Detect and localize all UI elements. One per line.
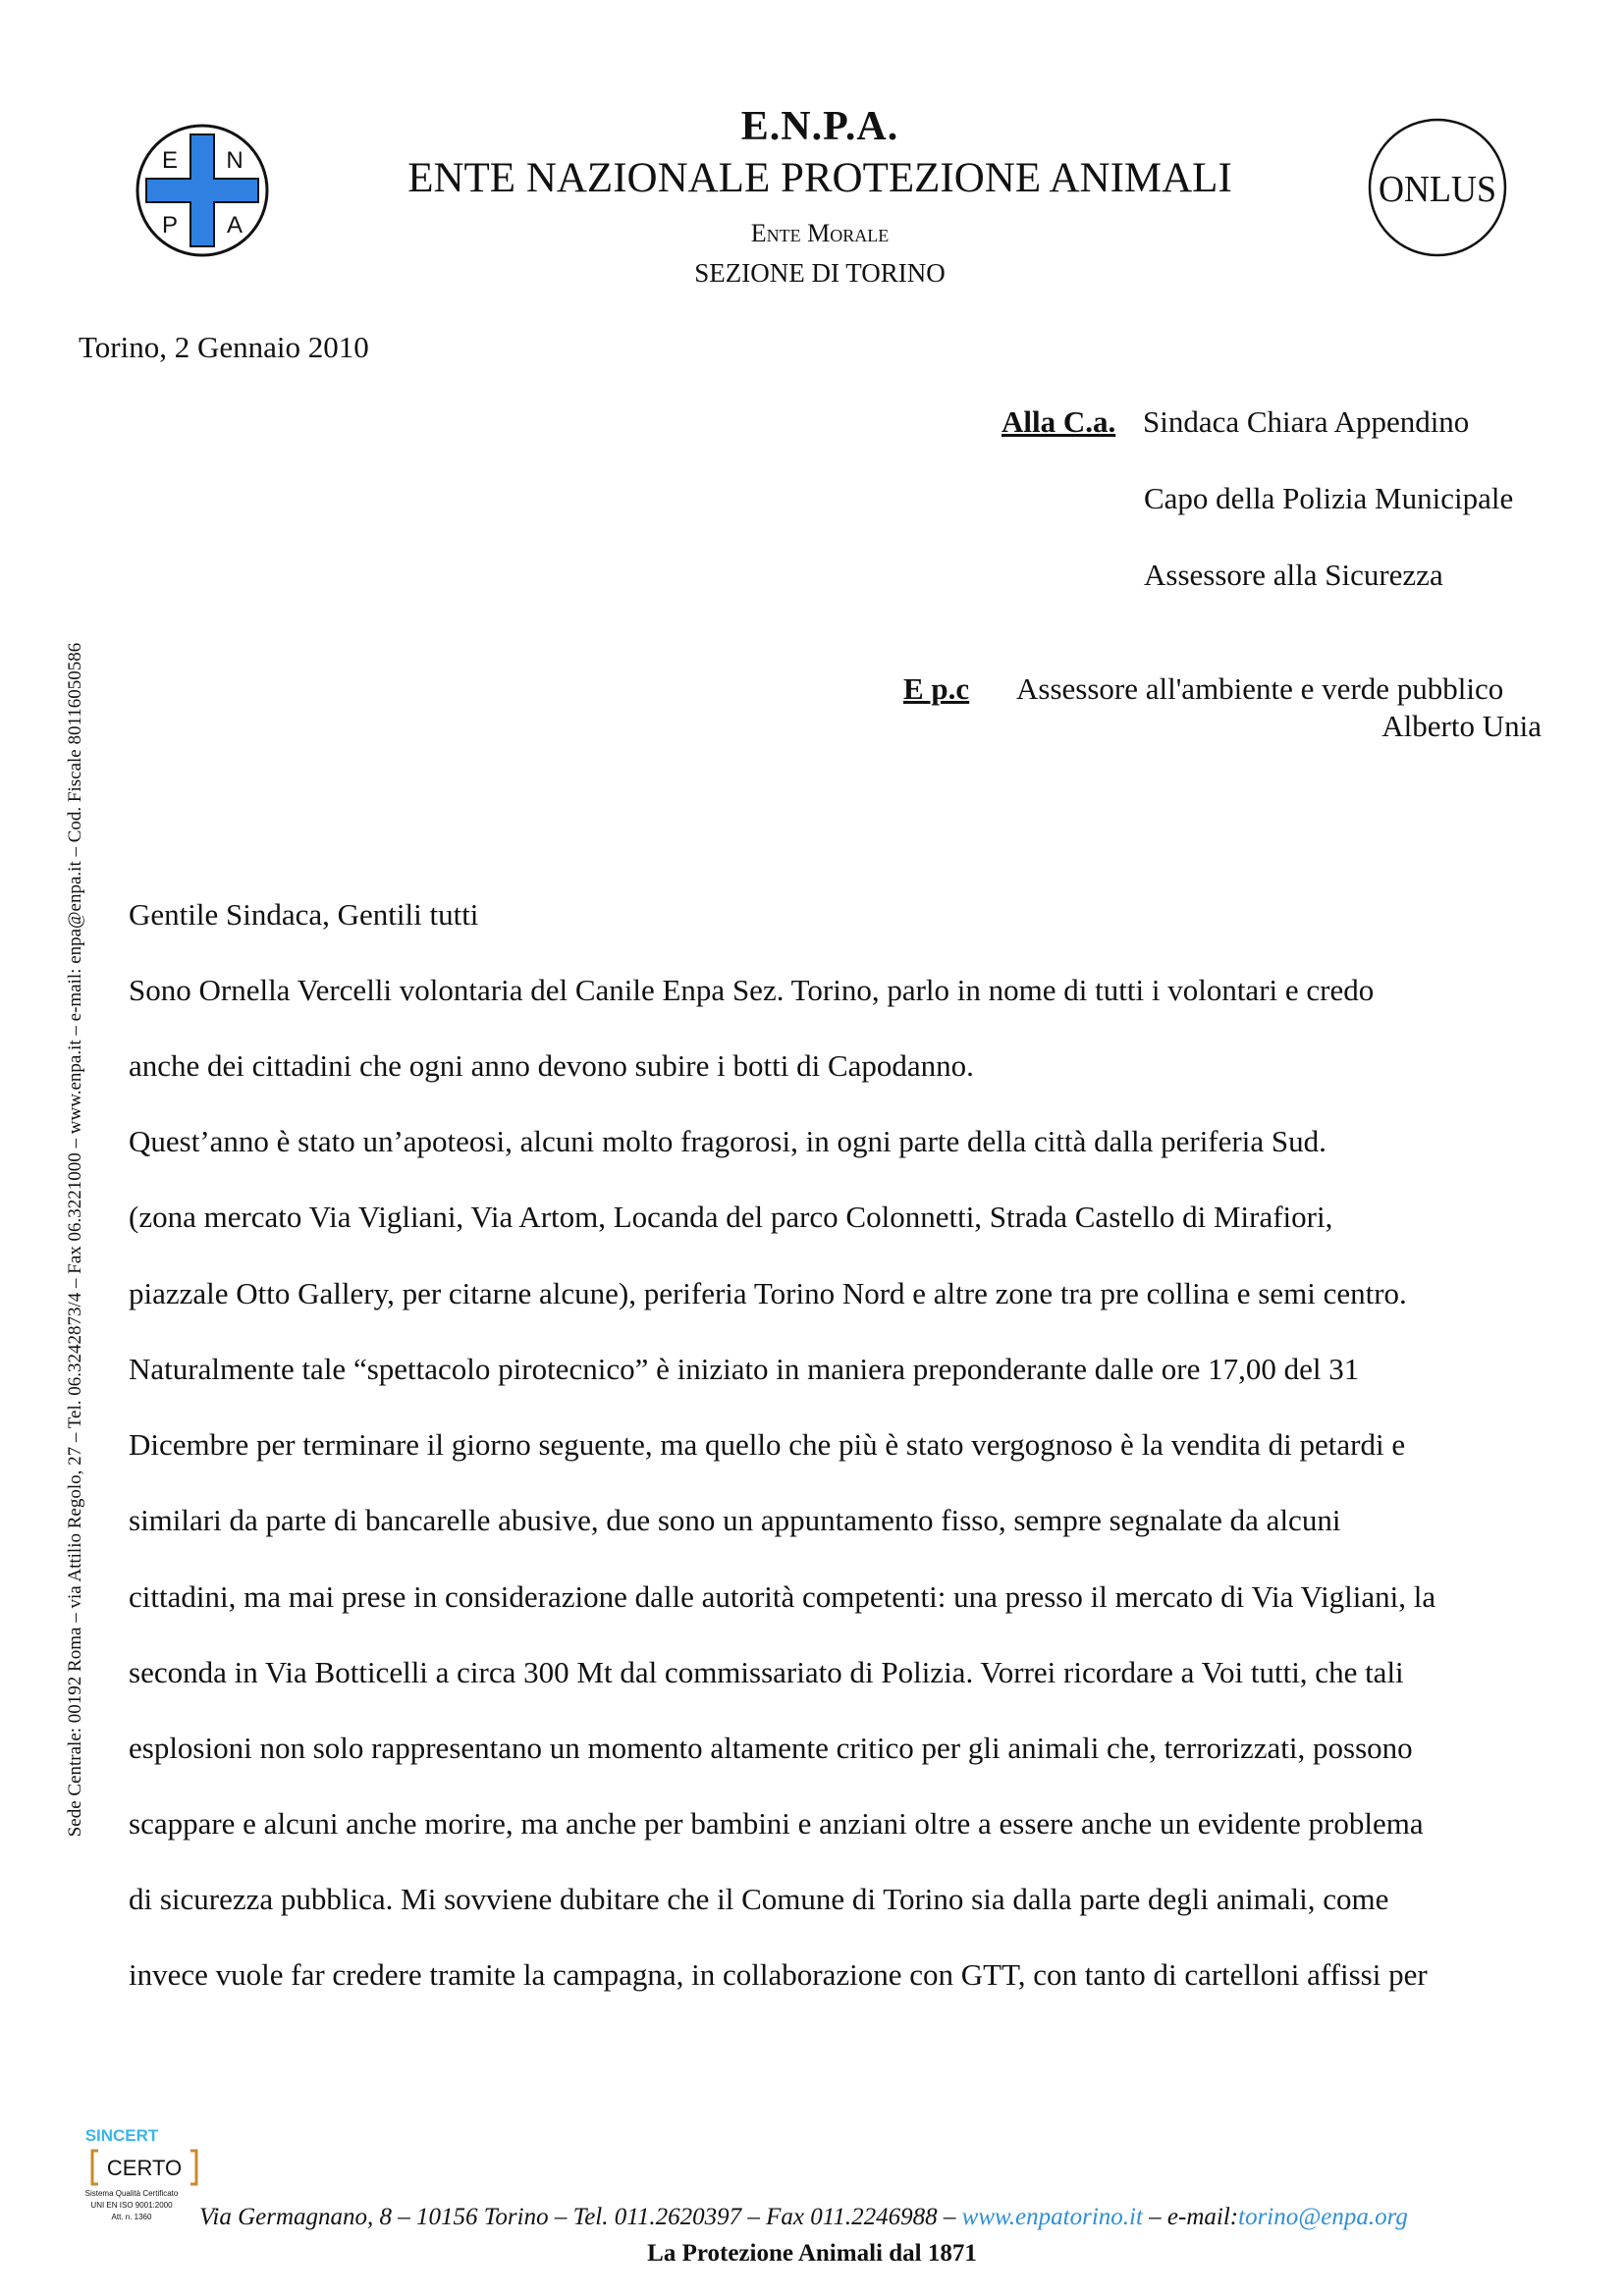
letter-body-line: Naturalmente tale “spettacolo pirotecnico” è iniziato in maniera preponderante dalle ore 17,00 del 31: [129, 1352, 1360, 1386]
letter-body-line: scappare e alcuni anche morire, ma anche per bambini e anziani oltre a essere anche un evidente problema: [129, 1806, 1424, 1841]
recipient-line: Capo della Polizia Municipale: [1144, 481, 1514, 515]
recipient-line: Assessore alla Sicurezza: [1144, 558, 1443, 592]
footer-website-link[interactable]: www.enpatorino.it: [961, 2204, 1143, 2230]
headquarters-info-vertical: Sede Centrale: 00192 Roma – via Attilio Regolo, 27 – Tel. 06.3242873/4 – Fax 06.3221000 – www.enpa.it – e-mail: enpa@enpa.it – Cod. Fiscale 80116050586: [65, 642, 85, 1838]
recipient-epc-label: E p.c: [903, 671, 970, 706]
sincert-brand-text: SINCERT: [84, 2126, 159, 2145]
letter-body-line: invece vuole far credere tramite la campagna, in collaborazione con GTT, con tanto di cartelloni affissi per: [129, 1957, 1428, 1992]
recipient-epc-line: Alberto Unia: [1381, 709, 1542, 743]
letter-body-line: (zona mercato Via Vigliani, Via Artom, Locanda del parco Colonnetti, Strada Castello di Mirafiori,: [129, 1200, 1333, 1234]
cert-caption: Att. n. 1360: [111, 2213, 152, 2221]
enpa-logo-letter-e: E: [161, 147, 179, 174]
letter-body-line: similari da parte di bancarelle abusive, due sono un appuntamento fisso, sempre segnalate da alcuni: [129, 1503, 1341, 1537]
onlus-badge: [1367, 117, 1508, 258]
enpa-logo-letter-p: P: [161, 212, 179, 239]
footer-email-link[interactable]: torino@enpa.org: [1238, 2204, 1408, 2230]
onlus-badge-text: ONLUS: [1379, 169, 1496, 210]
organization-name: ENTE NAZIONALE PROTEZIONE ANIMALI: [407, 155, 1232, 201]
recipient-epc-line: Assessore all'ambiente e verde pubblico: [1016, 671, 1504, 706]
cert-caption: Sistema Qualità Certificato: [84, 2189, 179, 2198]
letter-salutation: Gentile Sindaca, Gentili tutti: [129, 897, 479, 932]
section-label: SEZIONE DI TORINO: [694, 258, 946, 288]
letter-body-line: esplosioni non solo rappresentano un momento altamente critico per gli animali che, terrorizzati, possono: [129, 1731, 1413, 1765]
letter-body-line: Dicembre per terminare il giorno seguente, ma quello che più è stato vergognoso è la vendita di petardi e: [129, 1427, 1406, 1462]
letter-body-line: di sicurezza pubblica. Mi sovviene dubitare che il Comune di Torino sia dalla parte degli animali, come: [129, 1882, 1389, 1916]
enpa-logo-letter-n: N: [226, 147, 244, 174]
letter-body-line: anche dei cittadini che ogni anno devono subire i botti di Capodanno.: [129, 1048, 974, 1083]
letter-body-line: Sono Ornella Vercelli volontaria del Canile Enpa Sez. Torino, parlo in nome di tutti i volontari e credo: [129, 973, 1375, 1007]
letter-body-line: Quest’anno è stato un’apoteosi, alcuni molto fragorosi, in ogni parte della città dalla periferia Sud.: [129, 1124, 1326, 1158]
letter-date: Torino, 2 Gennaio 2010: [79, 330, 369, 364]
enpa-logo: [135, 123, 270, 258]
footer-tagline: La Protezione Animali dal 1871: [647, 2240, 977, 2267]
recipient-alla-label: Alla C.a.: [1001, 404, 1116, 439]
enpa-logo-letter-a: A: [226, 212, 244, 239]
organization-abbreviation: E.N.P.A.: [740, 104, 899, 149]
footer-email-label: – e-mail:: [1142, 2204, 1239, 2230]
recipient-line: Sindaca Chiara Appendino: [1143, 404, 1470, 439]
letter-body-line: cittadini, ma mai prese in considerazione dalle autorità competenti: una presso il mercato di Via Vigliani, la: [129, 1579, 1436, 1614]
letter-body-line: piazzale Otto Gallery, per citarne alcune), periferia Torino Nord e altre zone tra pre collina e semi centro.: [129, 1276, 1407, 1310]
certo-text: CERTO: [106, 2156, 183, 2180]
footer-contact-line: [199, 2204, 1408, 2231]
sincert-certification-logo: [82, 2123, 208, 2233]
cert-caption: UNI EN ISO 9001:2000: [90, 2201, 173, 2210]
letter-body-line: seconda in Via Botticelli a circa 300 Mt dal commissariato di Polizia. Vorrei ricordare a Voi tutti, che tali: [129, 1655, 1404, 1689]
ente-morale-label: Ente Morale: [750, 219, 890, 247]
footer-address: Via Germagnano, 8 – 10156 Torino – Tel. 011.2620397 – Fax 011.2246988 –: [199, 2204, 962, 2230]
